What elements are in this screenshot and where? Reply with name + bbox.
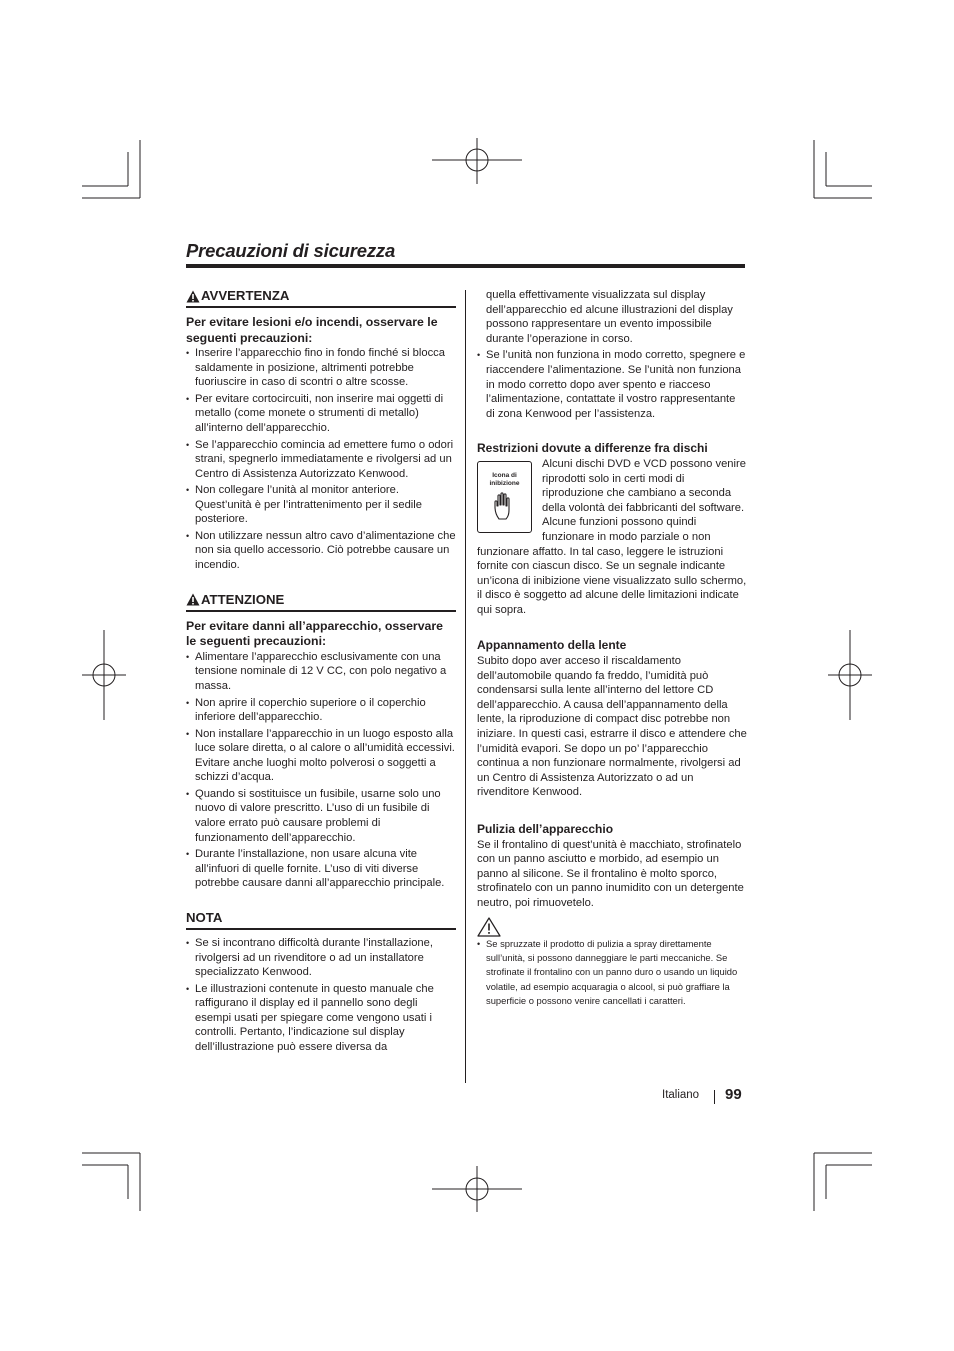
left-column (186, 288, 456, 1056)
hand-icon (493, 492, 517, 522)
caution-triangle-icon (186, 593, 200, 606)
warning-heading-text: AVVERTENZA (201, 288, 290, 303)
list-item: • Se spruzzate il prodotto di pulizia a spray direttamente sull’unità, si possono danneggiare le parti meccaniche. Se strofinate il frontalino con un panno duro o usando un liquido volatile, ad esempio acquaragia o alcool, si può graffiare la superficie o possono venire cancellati i caratteri. (477, 937, 747, 1009)
note-heading-text: NOTA (186, 909, 223, 925)
list-item: • Se si incontrano difficoltà durante l’installazione, rivolgersi ad un rivenditore o ad un installatore specializzato Kenwood. (186, 936, 456, 980)
list-item: • Alimentare l’apparecchio esclusivamente con una tensione nominale di 12 V CC, con polo negativo a massa. (186, 650, 456, 694)
caution-list (186, 650, 456, 891)
list-item: • Non utilizzare nessun altro cavo d’alimentazione che non sia quello accessorio. Ciò potrebbe causare un incendio. (186, 529, 456, 573)
caution-subheading: Per evitare danni all’apparecchio, osservare le seguenti precauzioni: (186, 618, 443, 649)
list-item: • Per evitare cortocircuiti, non inserire mai oggetti di metallo (come monete o strumenti di metallo) all’interno dell’apparecchio. (186, 392, 456, 436)
list-item: • Quando si sostituisce un fusibile, usarne solo uno nuovo di valore prescritto. L’uso di un fusibile di valore errato può causare problemi di funzionamento dell’apparecchio. (186, 787, 456, 845)
discs-text: Alcuni dischi DVD e VCD possono venire riprodotti solo in certi modi di riproduzione che cambiano a seconda della volontà dei fabbricanti del software. Alcune funzioni possono quindi funzionare in modo parziale o non funzionare affatto. In tal caso, leggere le istruzioni fornite con ciascun disco. Se un segnale indicante un’icona di inibizione viene visualizzato sullo schermo, il disco è soggetto ad alcune delle limitazioni indicate qui sopra. (477, 457, 747, 616)
cleaning-warning-list (477, 937, 747, 1009)
list-item: • Durante l’installazione, non usare alcuna vite all’infuori di quelle fornite. L’uso di viti diverse potrebbe causare danni all’apparecchio principale. (186, 847, 456, 891)
warning-list (186, 346, 456, 572)
list-item: • Non installare l’apparecchio in un luogo esposto alla luce solare diretta, o al calore o all’umidità eccessivi. Evitare anche luoghi molto polverosi o soggetti a schizzi d’acqua. (186, 727, 456, 785)
caution-heading-text: ATTENZIONE (201, 591, 285, 607)
warning-heading (186, 288, 456, 308)
cleaning-text: Se il frontalino di quest’unità è macchiato, strofinatelo con un panno asciutto e morbido, ad esempio un panno al silicone. Se il frontalino è molto sporco, strofinatelo con un panno inumidito con un detergente neutro, poi rimuovetelo. (477, 838, 744, 909)
list-item: • Le illustrazioni contenute in questo manuale che raffigurano il display ed il pannello sono degli esempi usati per spiegare come vengono usati i controlli. Pertanto, l’indicazione sul display dell’illustrazione può essere diversa da (186, 982, 456, 1055)
discs-heading: Restrizioni dovute a differenze fra dischi (477, 441, 708, 456)
footer-separator (714, 1090, 715, 1104)
inhibition-icon-label: Icona di inibizione (489, 471, 520, 487)
right-column (477, 288, 747, 1010)
lens-text: Subito dopo aver acceso il riscaldamento dell’automobile quando fa freddo, l’umidità può condensarsi sulla lente all’interno del lettore CD dell’apparecchio. A causa dell’appannamento della lente, la riproduzione di compact disc potrebbe non iniziare. In questi casi, estrarre il disco e attendere che l’umidità evapori. Se dopo un po’ l’apparecchio continua a non funzionare normalmente, rivolgersi ad un Centro di Assistenza Autorizzato o ad un rivenditore Kenwood. (477, 655, 747, 799)
list-item: • Se l’apparecchio comincia ad emettere fumo o odori strani, spegnerlo immediatamente e rivolgersi ad un Centro di Assistenza Autorizzato Kenwood. (186, 438, 456, 482)
caution-heading (186, 592, 456, 612)
page-title: Precauzioni di sicurezza (186, 240, 396, 261)
inhibition-icon-box (477, 461, 532, 533)
warning-triangle-icon (477, 917, 501, 937)
cleaning-heading: Pulizia dell’apparecchio (477, 822, 614, 836)
list-item: • Non aprire il coperchio superiore o il coperchio inferiore dell’apparecchio. (186, 696, 456, 725)
note-heading (186, 910, 456, 930)
warning-triangle-icon (186, 290, 200, 303)
title-rule (186, 264, 745, 268)
cleaning-warning (477, 937, 747, 1009)
warning-subheading: Per evitare lesioni e/o incendi, osservare le seguenti precauzioni: (186, 315, 438, 345)
page-number: 99 (725, 1086, 742, 1103)
discs-section (477, 457, 747, 618)
footer-language: Italiano (662, 1089, 700, 1101)
lens-heading: Appannamento della lente (477, 638, 627, 653)
list-item: • Inserire l’apparecchio fino in fondo finché si blocca saldamente in posizione, altrimenti potrebbe fuoriuscire in caso di scontri o altre scosse. (186, 346, 456, 390)
note-continuation: quella effettivamente visualizzata sul display dell’apparecchio ed alcune illustrazioni del display possono rappresentare un evento impossibile durante l’operazione in corso. (486, 289, 733, 345)
column-divider (465, 290, 466, 1083)
list-item: • Se l’unità non funziona in modo corretto, spegnere e riaccendere l’alimentazione. Se l’unità non funziona in modo corretto dopo aver spento e riacceso l’alimentazione, contattate il vostro rappresentante di zona Kenwood per l’assistenza. (477, 348, 747, 421)
note-list-continued (477, 348, 747, 421)
list-item: • Non collegare l’unità al monitor anteriore. Quest’unità è per l’intrattenimento per il sedile posteriore. (186, 483, 456, 527)
note-list (186, 936, 456, 1055)
